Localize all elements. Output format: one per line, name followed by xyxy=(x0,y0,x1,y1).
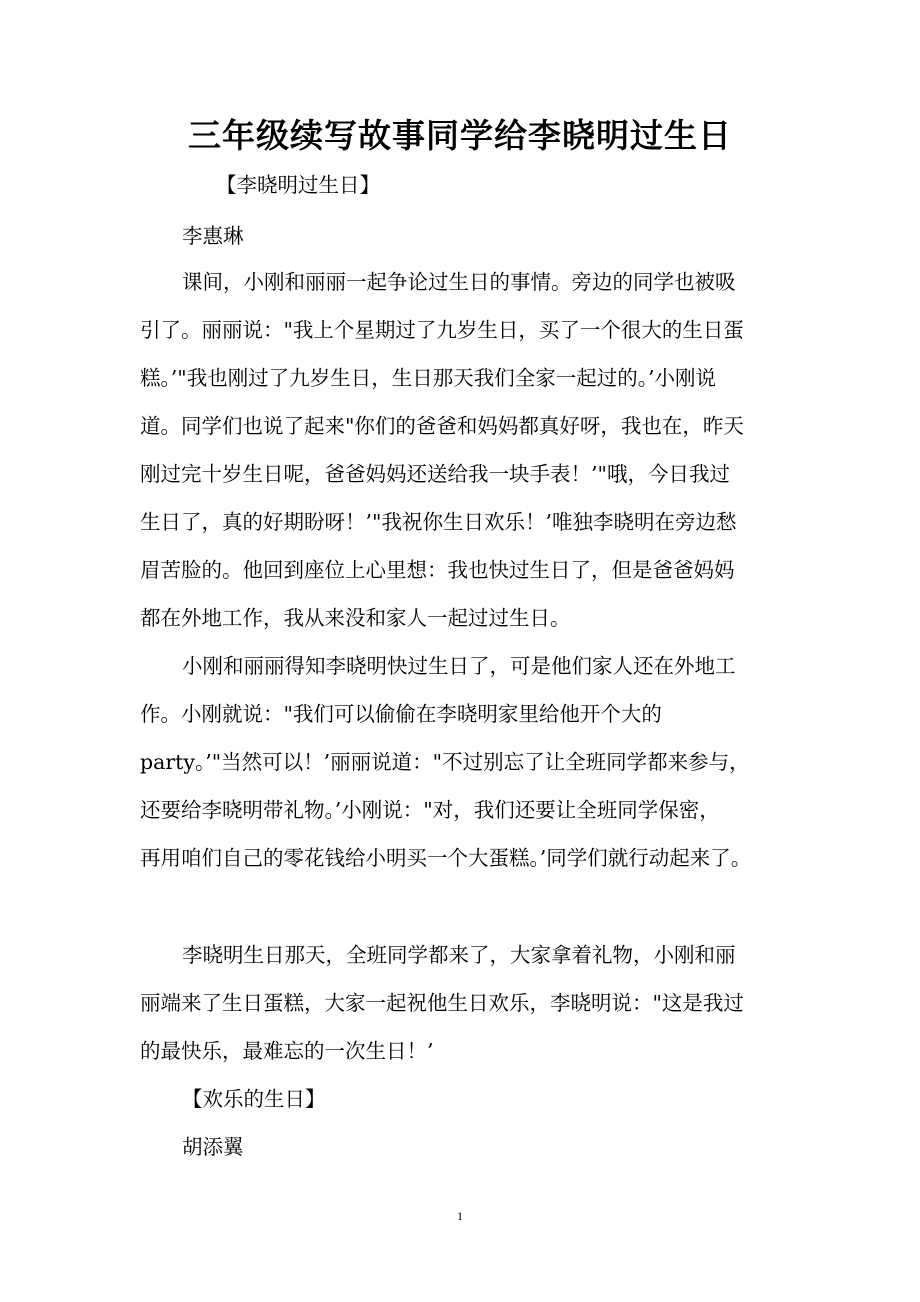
paragraph-line: 刚过完十岁生日呢，爸爸妈妈还送给我一块手表！’"哦，今日我过 xyxy=(140,462,730,486)
paragraph-line: party。’"当然可以！’丽丽说道："不过别忘了让全班同学都来参与， xyxy=(140,750,750,774)
section-heading: 【欢乐的生日】 xyxy=(182,1087,326,1111)
paragraph-line: 道。同学们也说了起来"你们的爸爸和妈妈都真好呀，我也在，昨天 xyxy=(140,414,744,438)
paragraph-line: 丽端来了生日蛋糕，大家一起祝他生日欢乐，李晓明说："这是我过 xyxy=(140,991,744,1015)
paragraph-line: 还要给李晓明带礼物。’小刚说："对，我们还要让全班同学保密， xyxy=(140,798,720,822)
paragraph-line: 李晓明生日那天，全班同学都来了，大家拿着礼物，小刚和丽 xyxy=(182,943,736,967)
author-name: 李惠琳 xyxy=(182,224,244,248)
paragraph-line: 再用咱们自己的零花钱给小明买一个大蛋糕。’同学们就行动起来了。 xyxy=(140,846,752,870)
section-heading: 【李晓明过生日】 xyxy=(216,173,380,197)
paragraph-line: 作。小刚就说："我们可以偷偷在李晓明家里给他开个大的 xyxy=(140,702,662,726)
paragraph-line: 课间，小刚和丽丽一起争论过生日的事情。旁边的同学也被吸 xyxy=(182,270,736,294)
paragraph-line: 引了。丽丽说："我上个星期过了九岁生日，买了一个很大的生日蛋 xyxy=(140,318,744,342)
paragraph-line: 小刚和丽丽得知李晓明快过生日了，可是他们家人还在外地工 xyxy=(182,654,736,678)
author-name: 胡添翼 xyxy=(182,1135,244,1159)
paragraph-line: 的最快乐，最难忘的一次生日！’ xyxy=(140,1039,434,1063)
paragraph-line: 都在外地工作，我从来没和家人一起过过生日。 xyxy=(140,606,571,630)
paragraph-line: 糕。’"我也刚过了九岁生日，生日那天我们全家一起过的。’小刚说 xyxy=(140,366,716,390)
page-title: 三年级续写故事同学给李晓明过生日 xyxy=(188,116,732,155)
paragraph-line: 眉苦脸的。他回到座位上心里想：我也快过生日了，但是爸爸妈妈 xyxy=(140,558,735,582)
paragraph-line: 生日了，真的好期盼呀！’"我祝你生日欢乐！’唯独李晓明在旁边愁 xyxy=(140,510,737,534)
page-number: 1 xyxy=(457,1209,463,1223)
